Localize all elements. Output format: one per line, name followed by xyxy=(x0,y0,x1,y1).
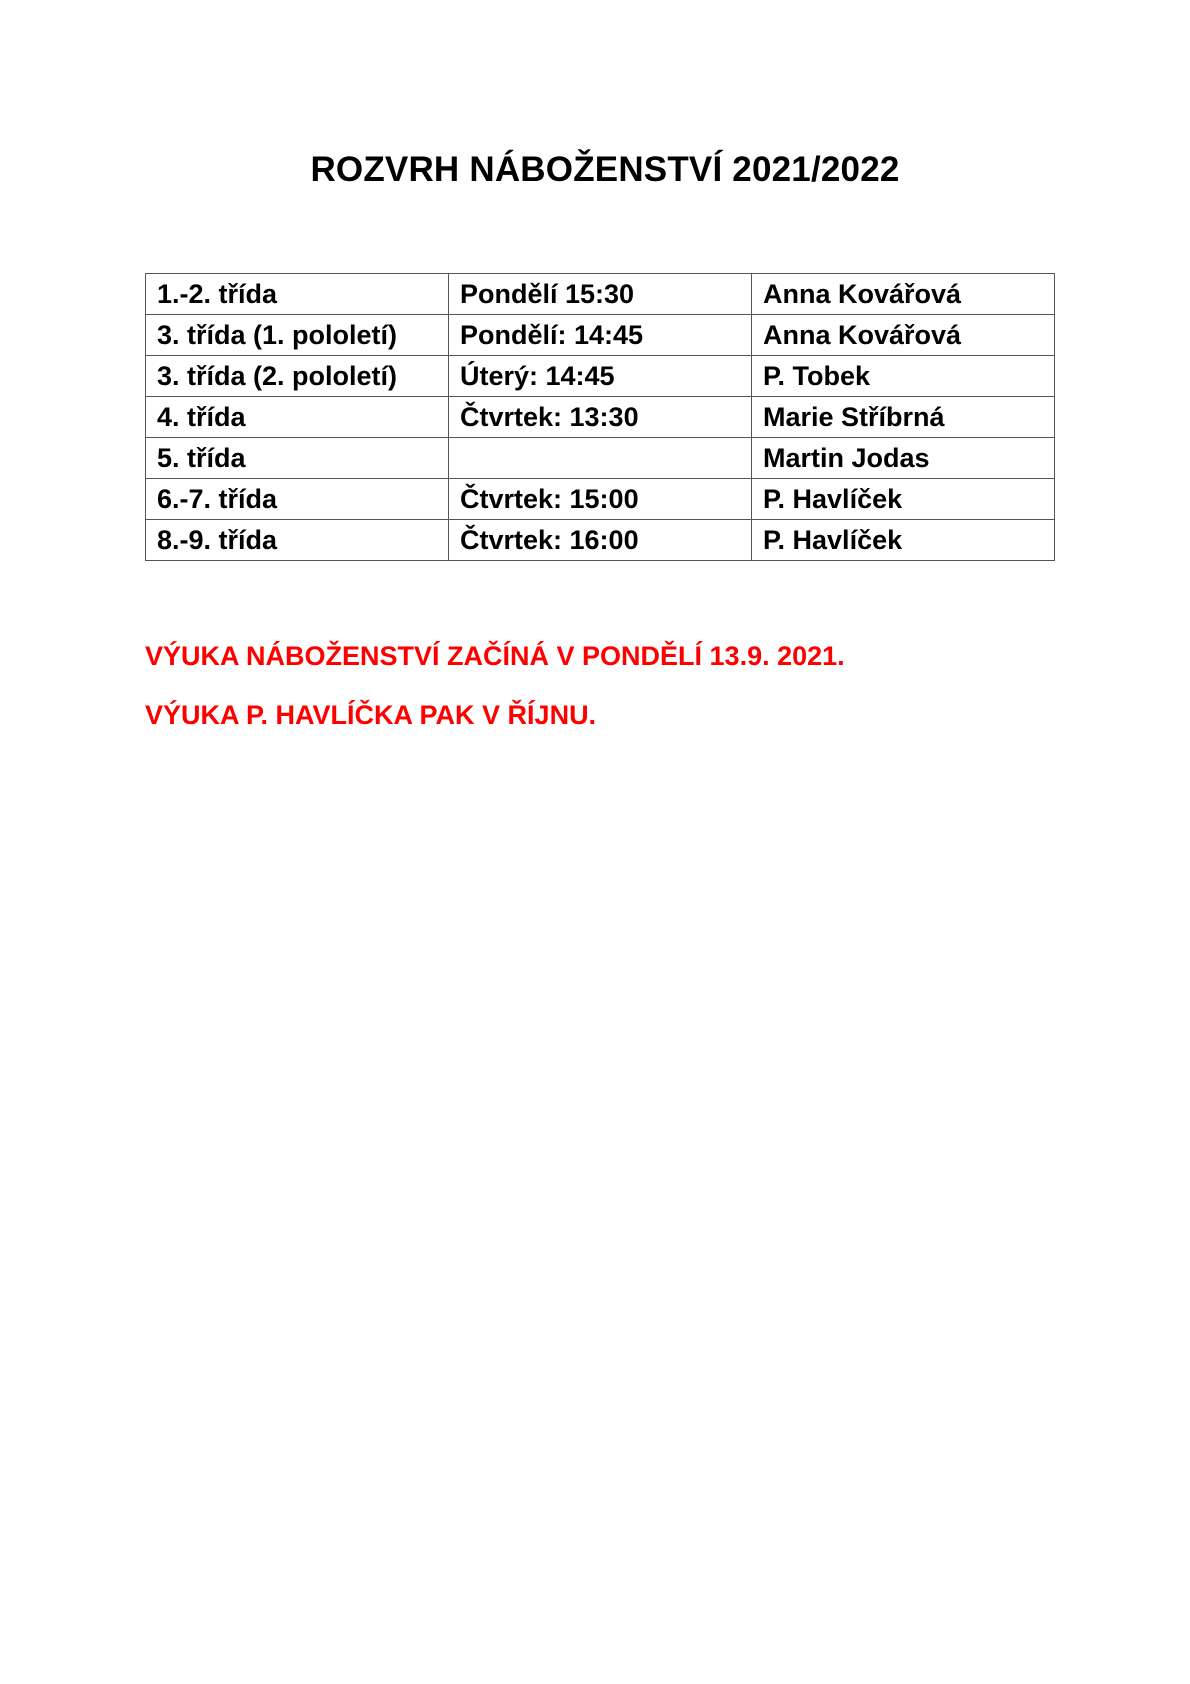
table-row xyxy=(146,315,1055,356)
time-cell: Čtvrtek: 15:00 xyxy=(449,479,752,520)
time-cell: Úterý: 14:45 xyxy=(449,356,752,397)
teacher-cell: P. Havlíček xyxy=(752,479,1055,520)
table-row xyxy=(146,479,1055,520)
table-row xyxy=(146,438,1055,479)
teacher-cell: Marie Stříbrná xyxy=(752,397,1055,438)
class-cell: 5. třída xyxy=(146,438,449,479)
class-cell: 4. třída xyxy=(146,397,449,438)
class-cell: 1.-2. třída xyxy=(146,274,449,315)
time-cell: Pondělí: 14:45 xyxy=(449,315,752,356)
schedule-table xyxy=(145,273,1055,561)
class-cell: 3. třída (1. pololetí) xyxy=(146,315,449,356)
teacher-cell: P. Havlíček xyxy=(752,520,1055,561)
table-row xyxy=(146,356,1055,397)
time-cell: Pondělí 15:30 xyxy=(449,274,752,315)
time-cell xyxy=(449,438,752,479)
start-notice: VÝUKA NÁBOŽENSTVÍ ZAČÍNÁ V PONDĚLÍ 13.9. 2021. xyxy=(145,641,845,671)
teacher-cell: P. Tobek xyxy=(752,356,1055,397)
time-cell: Čtvrtek: 16:00 xyxy=(449,520,752,561)
table-row xyxy=(146,397,1055,438)
page-title: ROZVRH NÁBOŽENSTVÍ 2021/2022 xyxy=(310,150,900,189)
teacher-cell: Anna Kovářová xyxy=(752,274,1055,315)
teacher-cell: Anna Kovářová xyxy=(752,315,1055,356)
table-row xyxy=(146,520,1055,561)
class-cell: 3. třída (2. pololetí) xyxy=(146,356,449,397)
october-notice: VÝUKA P. HAVLÍČKA PAK V ŘÍJNU. xyxy=(145,700,597,730)
class-cell: 8.-9. třída xyxy=(146,520,449,561)
table-row xyxy=(146,274,1055,315)
class-cell: 6.-7. třída xyxy=(146,479,449,520)
teacher-cell: Martin Jodas xyxy=(752,438,1055,479)
time-cell: Čtvrtek: 13:30 xyxy=(449,397,752,438)
